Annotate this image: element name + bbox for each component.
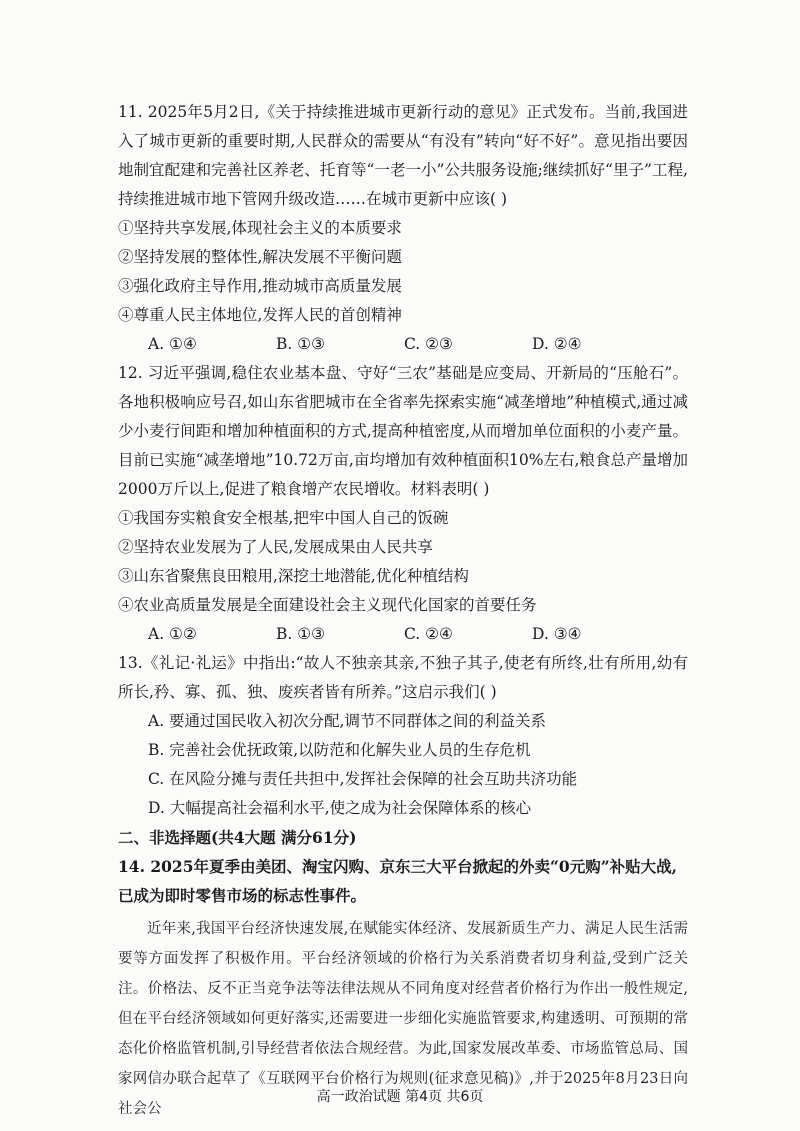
q12-item-3: ③山东省聚焦良田粮用,深挖土地潜能,优化种植结构 (118, 567, 469, 585)
q12-choices (118, 620, 688, 649)
section-heading: 二、非选择题(共4大题 满分61分) (118, 828, 357, 847)
question-11-stem: 11. 2025年5月2日,《关于持续推进城市更新行动的意见》正式发布。当前,我国进入了城市更新的重要时期,人民群众的需要从“有没有”转向“好不好”。意见指出要因地制宜配建和完善社区养老、托育等“一老一小”公共服务设施;继续抓好“里子”工程,持续推进城市地下管网升级改造……在城市更新中应该( ) (118, 103, 688, 208)
question-14-material: 近年来,我国平台经济快速发展,在赋能实体经济、发展新质生产力、满足人民生活需要等方面发挥了积极作用。平台经济领域的价格行为关系消费者切身利益,受到广泛关注。价格法、反不正当竞争法等法律法规从不同角度对经营者价格行为作出一般性规定,但在平台经济领域如何更好落实,还需要进一步细化实施监管要求,构建透明、可预期的常态化价格监管机制,引导经营者依法合规经营。为此,国家发展改革委、市场监管总局、国家网信办联合起草了《互联网平台价格行为规则(征求意见稿)》,并于2025年8月23日向社会公 (118, 921, 688, 1117)
question-14-stem: 14. 2025年夏季由美团、淘宝闪购、京东三大平台掀起的外卖“0元购”补贴大战,已成为即时零售市场的标志性事件。 (118, 857, 678, 905)
q11-item-4: ④尊重人民主体地位,发挥人民的首创精神 (118, 306, 402, 324)
q11-choice-d[interactable]: D. ②④ (532, 335, 582, 353)
q11-item-3: ③强化政府主导作用,推动城市高质量发展 (118, 277, 402, 295)
page-footer: 高一政治试题 第4页 共6页 (316, 1089, 484, 1105)
q11-choice-c[interactable]: C. ②③ (404, 335, 453, 353)
q11-choice-a[interactable]: A. ①④ (148, 335, 197, 353)
q13-option-b[interactable]: B. 完善社会优抚政策,以防范和化解失业人员的生存危机 (148, 741, 531, 759)
q13-option-a[interactable]: A. 要通过国民收入初次分配,调节不同群体之间的利益关系 (148, 712, 546, 730)
q12-choice-b[interactable]: B. ①③ (276, 625, 326, 643)
q12-item-1: ①我国夯实粮食安全根基,把牢中国人自己的饭碗 (118, 509, 449, 527)
q12-choice-d[interactable]: D. ③④ (532, 625, 582, 643)
q12-choice-c[interactable]: C. ②④ (404, 625, 453, 643)
q11-item-2: ②坚持发展的整体性,解决发展不平衡问题 (118, 248, 402, 266)
q12-item-4: ④农业高质量发展是全面建设社会主义现代化国家的首要任务 (118, 596, 537, 614)
q12-item-2: ②坚持农业发展为了人民,发展成果由人民共享 (118, 538, 433, 556)
q13-option-c[interactable]: C. 在风险分摊与责任共担中,发挥社会保障的社会互助共济功能 (148, 770, 578, 788)
q11-item-1: ①坚持共享发展,体现社会主义的本质要求 (118, 219, 402, 237)
question-12-stem: 12. 习近平强调,稳住农业基本盘、守好“三农”基础是应变局、开新局的“压舱石”。各地积极响应号召,如山东省肥城市在全省率先探索实施“减垄增地”种植模式,通过减少小麦行间距和增加种植面积的方式,提高种植密度,从而增加单位面积的小麦产量。目前已实施“减垄增地”10.72万亩,亩均增加有效种植面积10%左右,粮食总产量增加2000万斤以上,促进了粮食增产农民增收。材料表明( ) (118, 364, 688, 498)
q13-option-d[interactable]: D. 大幅提高社会福利水平,使之成为社会保障体系的核心 (148, 799, 532, 817)
q12-choice-a[interactable]: A. ①② (148, 625, 197, 643)
question-13-stem: 13.《礼记·礼运》中指出:“故人不独亲其亲,不独子其子,使老有所终,壮有所用,幼有所长,矜、寡、孤、独、废疾者皆有所养。”这启示我们( ) (118, 654, 688, 701)
exam-page (118, 98, 688, 1124)
q11-choice-b[interactable]: B. ①③ (276, 335, 326, 353)
q11-choices (118, 330, 688, 359)
